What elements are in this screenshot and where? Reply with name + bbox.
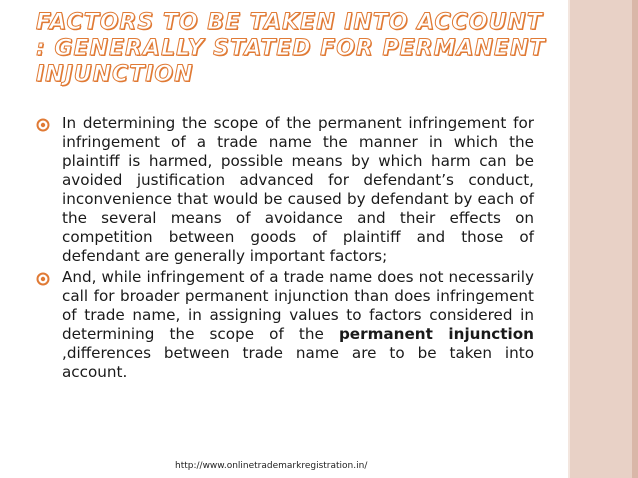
circle-bullet-icon bbox=[36, 272, 50, 286]
slide-content bbox=[36, 114, 534, 384]
bullet-text-2-before: And, while infringement of a trade name does not necessarily call for broader permanent injunction than does infringement of trade name, in assigning values to factors considered in determining the scope of the bbox=[62, 268, 534, 343]
slide-title: FACTORS TO BE TAKEN INTO ACCOUNT : GENERALLY STATED FOR PERMANENT INJUNCTION bbox=[36, 10, 546, 87]
bullet-text-2-after: ,differences between trade name are to be taken into account. bbox=[62, 344, 534, 381]
sidebar-decoration bbox=[568, 0, 638, 478]
bullet-text-2-bold: permanent injunction bbox=[338, 325, 534, 343]
circle-bullet-icon bbox=[36, 118, 50, 132]
bullet-item bbox=[36, 114, 534, 266]
bullet-text-1: In determining the scope of the permanent infringement for infringement of a trade name the manner in which the plaintiff is harmed, possible means by which harm can be avoided justification advanced for defendant’s conduct, inconvenience that would be caused by defendant by each of the several means of avoidance and their effects on competition between goods of plaintiff and those of defendant are generally important factors; bbox=[62, 114, 534, 265]
bullet-item bbox=[36, 268, 534, 382]
footer-url[interactable]: http://www.onlinetrademarkregistration.in/ bbox=[175, 461, 368, 471]
bullet-text-2 bbox=[62, 268, 534, 382]
sidebar-stripe bbox=[632, 0, 638, 478]
